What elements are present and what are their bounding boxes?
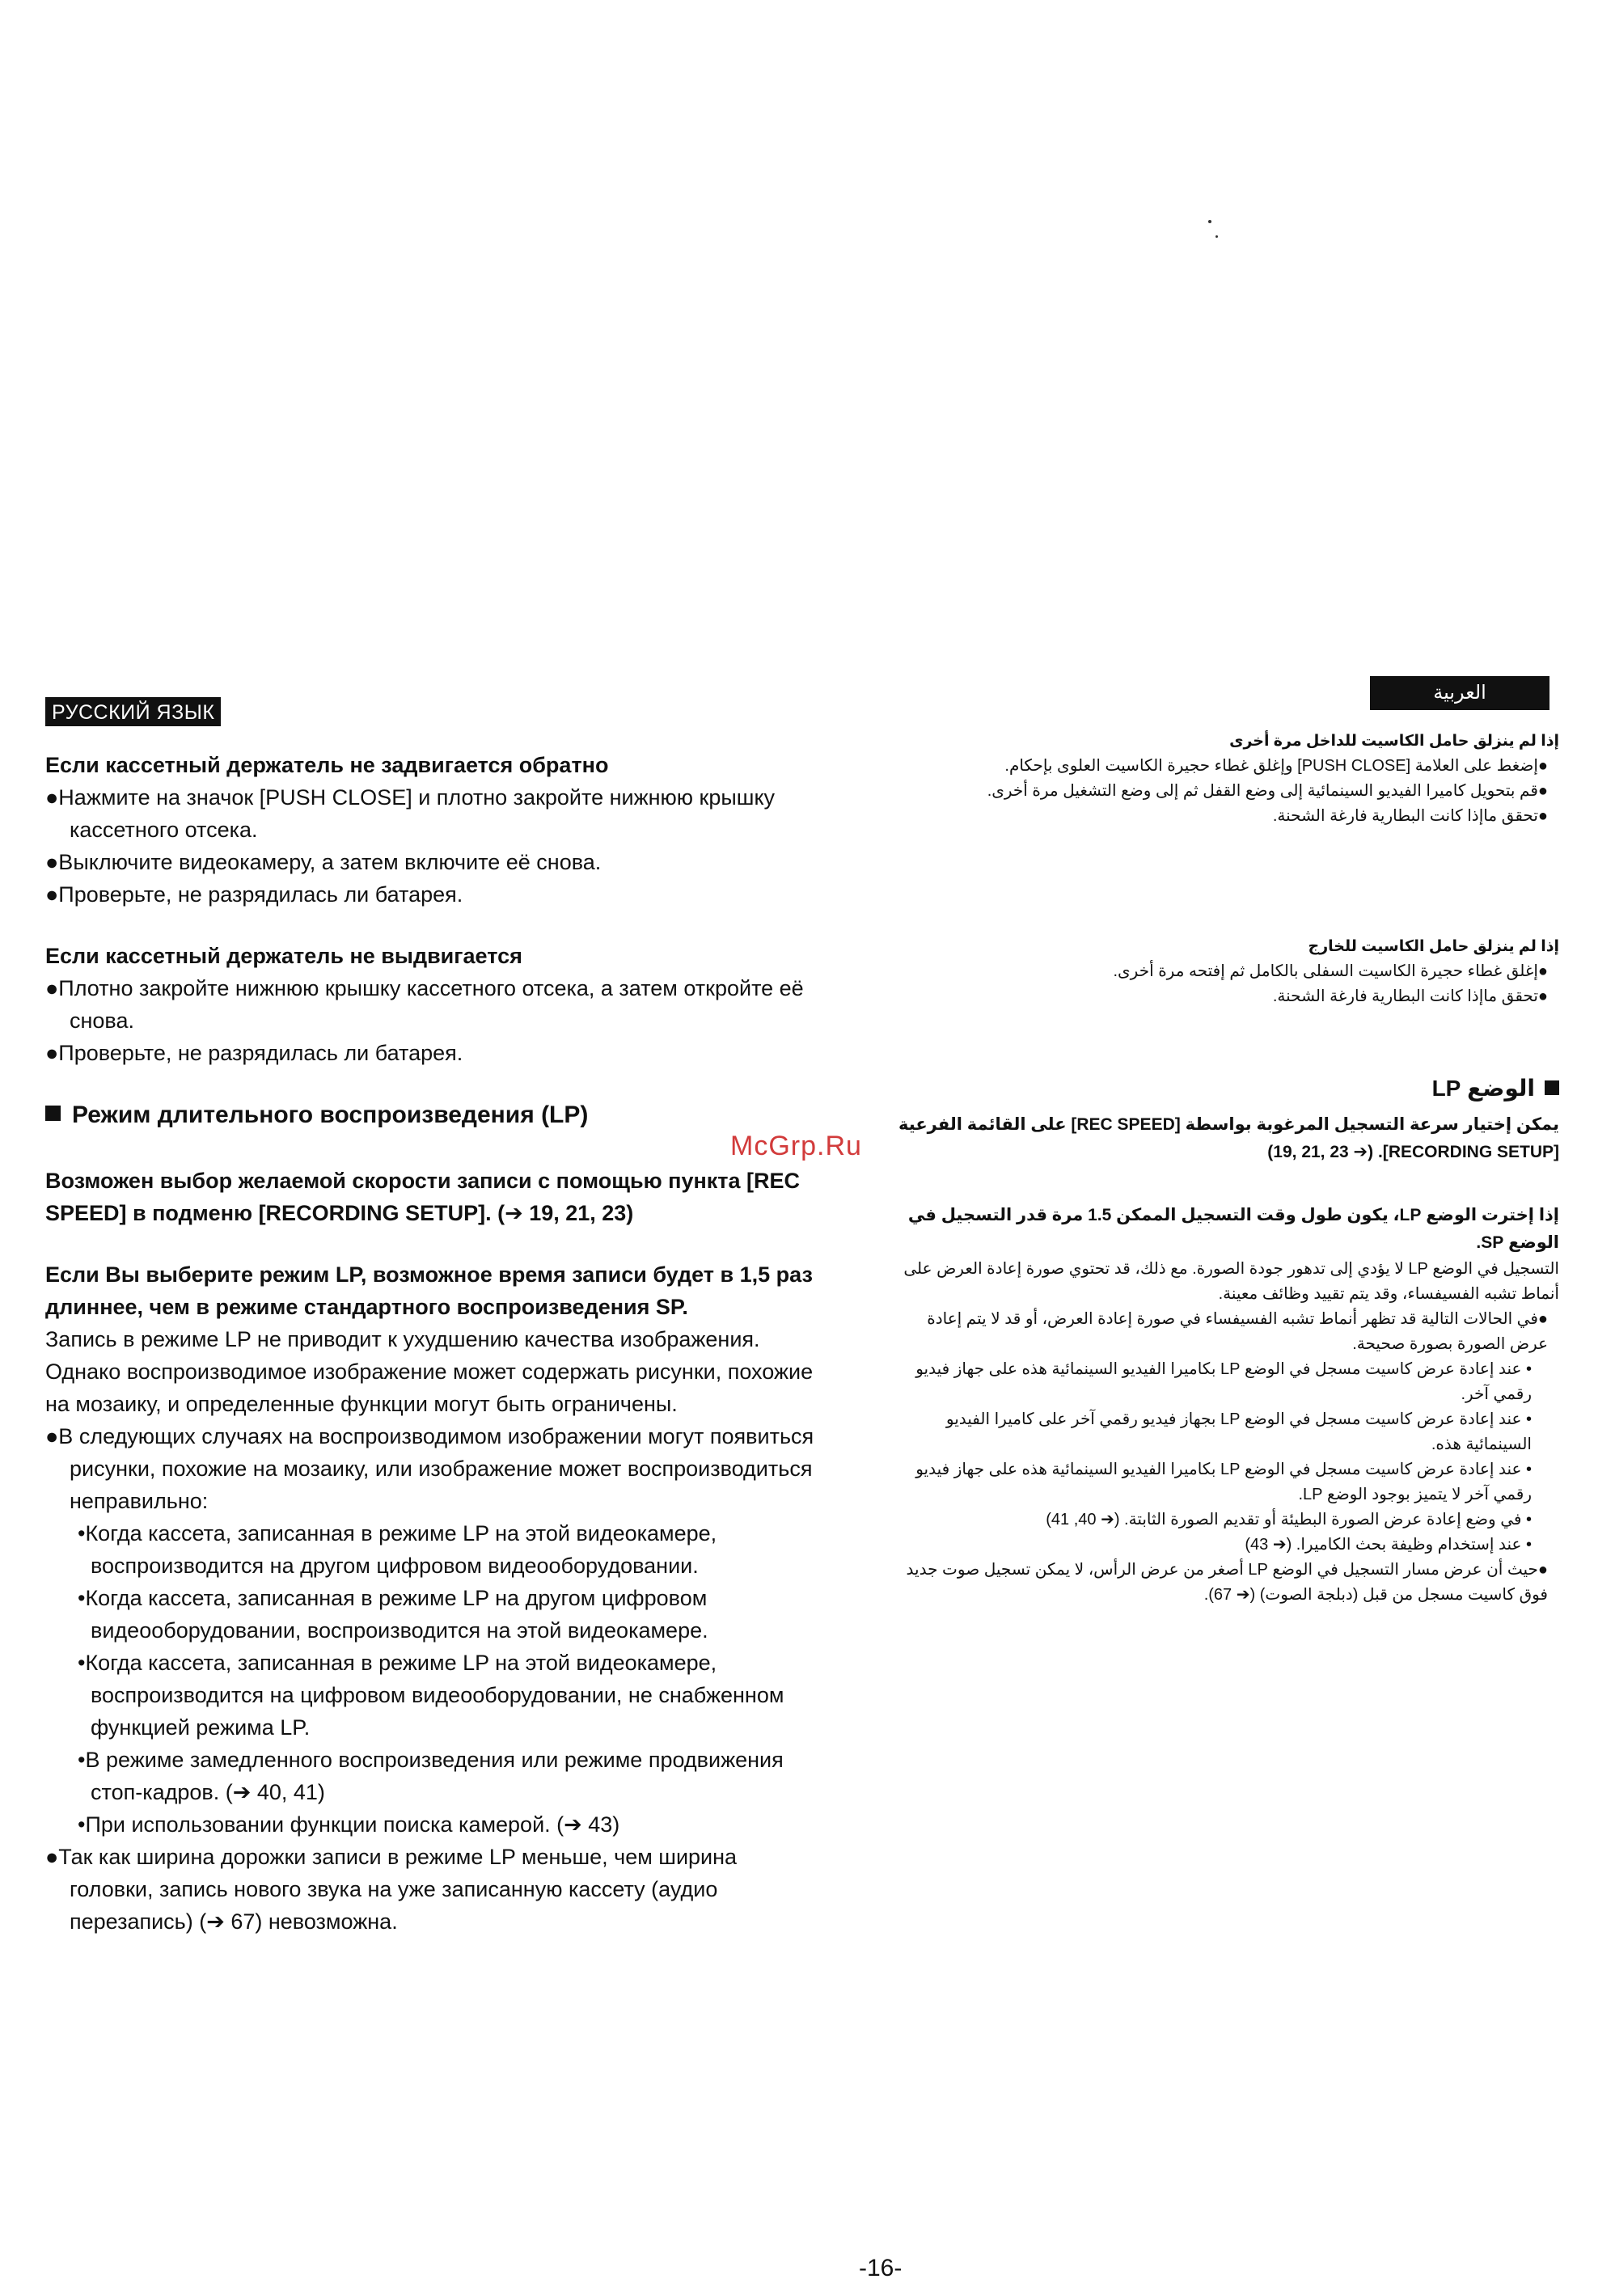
arabic-lp-heading xyxy=(898,1072,1559,1105)
list-item: ●إضغط على العلامة [PUSH CLOSE] وإغلق غطاء حجيرة الكاسيت العلوى بإحكام. xyxy=(1004,757,1548,775)
russian-language-badge: РУССКИЙ ЯЗЫК xyxy=(45,697,221,726)
russian-section-holder-not-ejecting xyxy=(45,940,822,1069)
list-subitem: • عند إعادة عرض كاسيت مسجل في الوضع LP بكاميرا الفيديو السينمائية هذه على جهاز فيديو رقمي آخر. xyxy=(915,1360,1532,1403)
list-item: ●В следующих случаях на воспроизводимом изображении могут появиться рисунки, похожие на мозаику, или изображение может воспроизводиться неправильно: xyxy=(45,1424,814,1513)
list-item: ●Проверьте, не разрядилась ли батарея. xyxy=(45,1041,463,1065)
section-title: إذا لم ينزلق حامل الكاسيت للخارج xyxy=(1308,938,1559,955)
russian-lp-duration: Если Вы выберите режим LP, возможное время записи будет в 1,5 раз длиннее, чем в режиме стандартного воспроизведения SP. xyxy=(45,1262,813,1319)
list-item: ●في الحالات التالية قد تظهر أنماط تشبه الفسيفساء في صورة إعادة العرض، أو قد لا يتم إعادة عرض الصورة بصورة صحيحة. xyxy=(927,1310,1548,1353)
list-item: ●تحقق ماإذا كانت البطارية فارغة الشحنة. xyxy=(1272,807,1548,825)
square-bullet-icon xyxy=(45,1106,61,1121)
list-item: ●Нажмите на значок [PUSH CLOSE] и плотно закройте нижнюю крышку кассетного отсека. xyxy=(45,785,776,842)
arabic-lp-quality: التسجيل في الوضع LP لا يؤدي إلى تدهور جودة الصورة. مع ذلك، قد تحتوي صورة إعادة العرض على أنماط تشبه الفسيفساء، وقد يتم تقييد وظائف معينة. xyxy=(903,1260,1559,1303)
section-title: Если кассетный держатель не выдвигается xyxy=(45,944,522,968)
russian-lp-rec-speed: Возможен выбор желаемой скорости записи с помощью пункта [REC SPEED] в подменю [RECORDING SETUP]. (➔ 19, 21, 23) xyxy=(45,1169,801,1225)
watermark: McGrp.Ru xyxy=(730,1131,862,1161)
list-subitem: • عند إعادة عرض كاسيت مسجل في الوضع LP بجهاز فيديو رقمي آخر على كاميرا الفيديو السينمائية هذه. xyxy=(945,1410,1532,1453)
page-number: -16- xyxy=(859,2255,903,2281)
list-item: ●Выключите видеокамеру, а затем включите её снова. xyxy=(45,850,602,874)
list-item: ●إغلق غطاء حجيرة الكاسيت السفلى بالكامل ثم إفتحه مرة أخرى. xyxy=(1113,962,1548,980)
russian-section-holder-not-retracting xyxy=(45,749,822,911)
arabic-section-holder-not-ejecting xyxy=(898,935,1559,1009)
heading-text: Режим длительного воспроизведения (LP) xyxy=(72,1101,589,1128)
russian-lp-heading xyxy=(45,1098,822,1132)
list-item: ●قم بتحويل كاميرا الفيديو السينمائية إلى وضع القفل ثم إلى وضع التشغيل مرة أخرى. xyxy=(987,782,1548,800)
heading-text: الوضع LP xyxy=(1431,1076,1535,1101)
list-subitem: •В режиме замедленного воспроизведения или режиме продвижения стоп-кадров. (➔ 40, 41) xyxy=(78,1748,784,1804)
arabic-lp-rec-speed: يمكن إختيار سرعة التسجيل المرغوبة بواسطة [REC SPEED] على القائمة الفرعية [RECORDING SETUP]. (➔ 19, 21, 23) xyxy=(898,1115,1559,1161)
list-subitem: •Когда кассета, записанная в режиме LP на этой видеокамере, воспроизводится на другом цифровом видеооборудовании. xyxy=(78,1521,717,1578)
square-bullet-icon xyxy=(1545,1080,1559,1095)
scan-speck xyxy=(1208,220,1211,223)
list-subitem: •Когда кассета, записанная в режиме LP на другом цифровом видеооборудовании, воспроизводится на этой видеокамере. xyxy=(78,1586,708,1643)
arabic-section-holder-not-retracting xyxy=(898,729,1559,829)
russian-column xyxy=(45,696,822,1938)
section-title: Если кассетный держатель не задвигается обратно xyxy=(45,753,609,777)
arabic-lp-duration: إذا إخترت الوضع LP، يكون طول وقت التسجيل الممكن 1.5 مرة قدر التسجيل في الوضع SP. xyxy=(907,1206,1559,1252)
arabic-lp-section xyxy=(898,1072,1559,1608)
list-item: ●Проверьте, не разрядилась ли батарея. xyxy=(45,882,463,907)
list-item: ●Так как ширина дорожки записи в режиме LP меньше, чем ширина головки, запись нового звука на уже записанную кассету (аудио перезапись) (➔ 67) невозможна. xyxy=(45,1845,738,1934)
section-title: إذا لم ينزلق حامل الكاسيت للداخل مرة أخرى xyxy=(1229,733,1559,750)
russian-lp-quality: Запись в режиме LP не приводит к ухудшению качества изображения. Однако воспроизводимое изображение может содержать рисунки, похожие на мозаику, и определенные функции могут быть ограничены. xyxy=(45,1327,814,1416)
list-subitem: •Когда кассета, записанная в режиме LP на этой видеокамере, воспроизводится на цифровом видеооборудовании, не снабженном функцией режима LP. xyxy=(78,1651,784,1740)
list-item: ●Плотно закройте нижнюю крышку кассетного отсека, а затем откройте её снова. xyxy=(45,976,804,1033)
list-subitem: •При использовании функции поиска камерой. (➔ 43) xyxy=(78,1812,620,1837)
arabic-language-badge: العربية xyxy=(1370,676,1549,710)
scan-speck xyxy=(1215,235,1218,238)
list-subitem: • عند إستخدام وظيفة بحث الكاميرا. (➔ 43) xyxy=(1245,1536,1532,1554)
list-item: ●تحقق ماإذا كانت البطارية فارغة الشحنة. xyxy=(1272,987,1548,1005)
list-item: ●حيث أن عرض مسار التسجيل في الوضع LP أصغر من عرض الرأس، لا يمكن تسجيل صوت جديد فوق كاسيت مسجل من قبل (دبلجة الصوت) (➔ 67). xyxy=(906,1561,1548,1604)
list-subitem: • عند إعادة عرض كاسيت مسجل في الوضع LP بكاميرا الفيديو السينمائية هذه على جهاز فيديو رقمي آخر لا يتميز بوجود الوضع LP. xyxy=(915,1461,1532,1503)
list-subitem: • في وضع إعادة عرض الصورة البطيئة أو تقديم الصورة الثابتة. (➔ 40, 41) xyxy=(1046,1511,1532,1529)
